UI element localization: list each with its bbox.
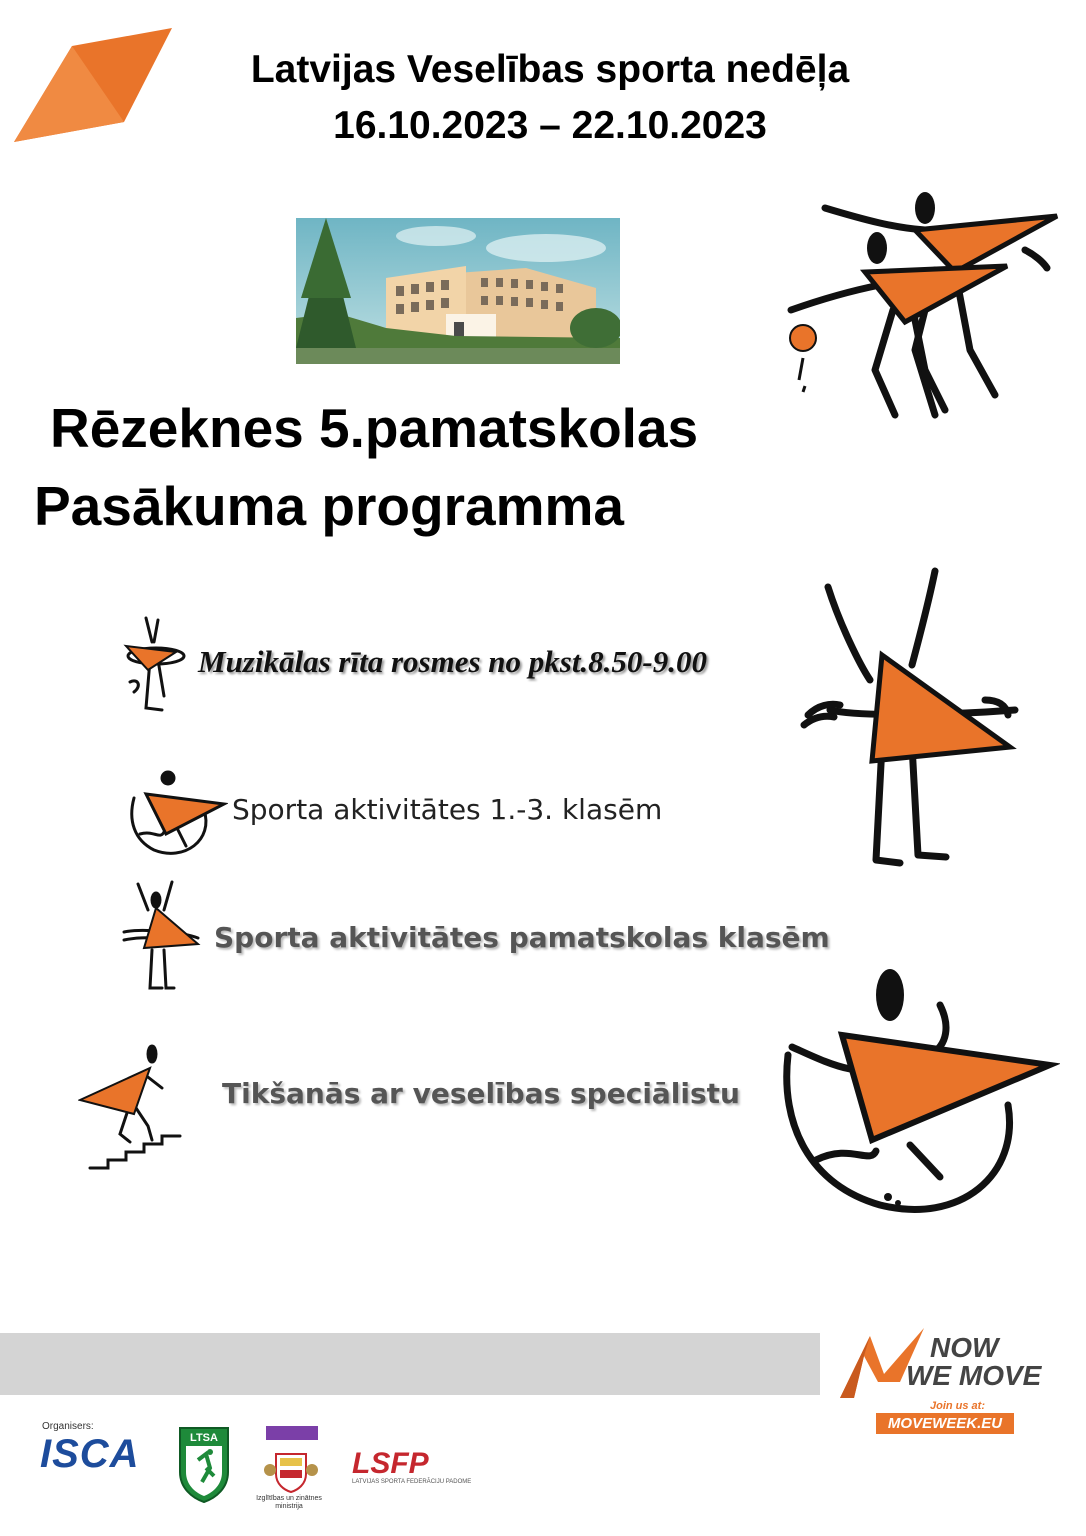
ltsa-text: LTSA [190,1432,218,1444]
jump-rope-big-figure-illustration [780,965,1060,1230]
moveweek-link[interactable]: MOVEWEEK.EU [876,1413,1014,1434]
program-subtitle: Pasākuma programma [34,475,624,537]
hula-hoop-figure-icon [118,612,196,720]
ministry-crest-logo [262,1426,320,1494]
ministry-name: Izglītības un zinātnes ministrija [256,1495,322,1510]
join-us-label: Join us at: [930,1400,986,1412]
event-title: Latvijas Veselības sporta nedēļa [250,48,850,91]
event-dates: 16.10.2023 – 22.10.2023 [333,104,767,147]
program-item-primary-school: Sporta aktivitātes pamatskolas klasēm [214,921,830,954]
campaign-we-move: WE MOVE [906,1360,1042,1391]
footer-stripe [0,1333,820,1395]
lsfp-logo: LSFP [352,1447,429,1480]
school-building-photo [296,218,620,364]
stairs-figure-icon [78,1044,184,1172]
hula-hoop-big-figure-illustration [800,565,1030,870]
program-item-health-specialist: Tikšanās ar veselības speciālistu [222,1077,740,1110]
ltsa-shield-logo [176,1424,232,1504]
lsfp-full-name: LATVIJAS SPORTA FEDERĀCIJU PADOME [352,1479,472,1485]
program-item-morning-exercise: Muzikālas rīta rosmes no pkst.8.50-9.00 [198,644,708,679]
running-figures-illustration [785,190,1065,425]
organisers-label: Organisers: [42,1421,94,1432]
program-item-grades-1-3: Sporta aktivitātes 1.-3. klasēm [232,793,663,826]
isca-logo: ISCA [40,1432,140,1476]
hula-hoop-figure-icon [122,880,202,992]
jump-rope-figure-icon [124,770,228,862]
campaign-now: NOW [930,1332,999,1363]
school-name: Rēzeknes 5.pamatskolas [50,397,699,459]
